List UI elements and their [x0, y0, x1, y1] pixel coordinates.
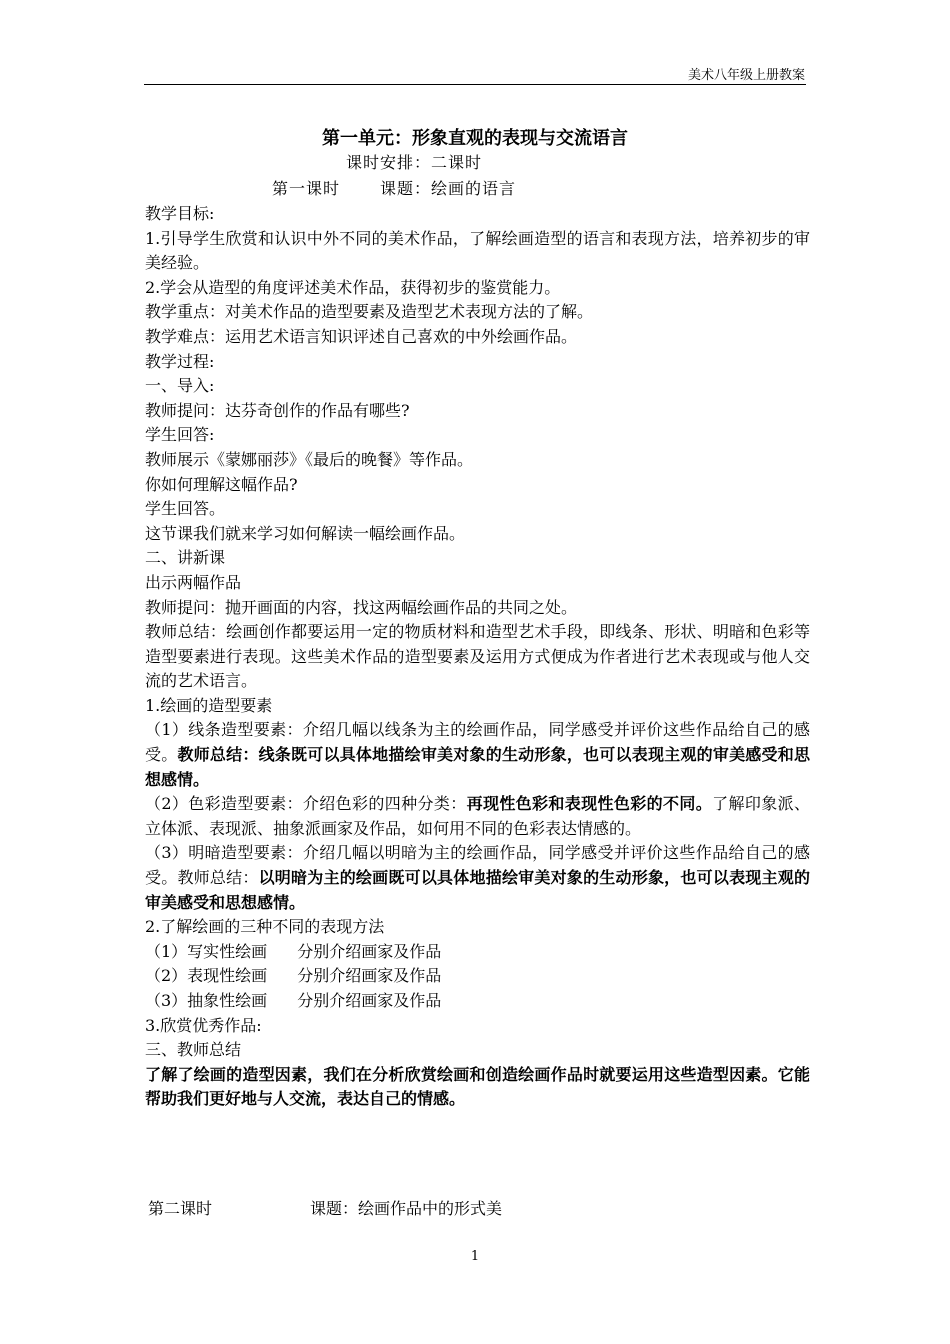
method-row [145, 964, 810, 989]
schedule-line: 课时安排：二课时 [346, 153, 483, 172]
method-desc: 分别介绍画家及作品 [297, 991, 442, 1010]
line-element-text: （1）线条造型要素：介绍几幅以线条为主的绘画作品，同学感受并评价这些作品给自己的感受。 [145, 720, 810, 765]
show-two-works: 出示两幅作品 [145, 572, 242, 592]
method-name: （2）表现性绘画 [145, 966, 268, 986]
method-name: （1）写实性绘画 [145, 941, 268, 961]
lesson-two-period: 第二课时 [148, 1199, 213, 1218]
student-answer-2: 学生回答。 [145, 499, 226, 519]
process-heading: 教学过程: [145, 351, 215, 371]
lesson-one-topic: 课题：绘画的语言 [380, 179, 517, 198]
objective-1: 1.引导学生欣赏和认识中外不同的美术作品，了解绘画造型的语言和表现方法，培养初步的审美经验。 [145, 228, 810, 273]
unit-title: 第一单元：形象直观的表现与交流语言 [322, 128, 628, 149]
section-intro: 一、导入: [145, 376, 215, 396]
lesson-one-heading [272, 176, 516, 199]
question-understand: 你如何理解这幅作品? [145, 474, 298, 494]
section-new-lesson: 二、讲新课 [145, 548, 226, 568]
key-point: 教学重点：对美术作品的造型要素及造型艺术表现方法的了解。 [145, 302, 594, 322]
method-row [145, 989, 810, 1014]
light-element-paragraph [145, 841, 810, 915]
lesson-two-topic: 课题：绘画作品中的形式美 [310, 1199, 503, 1218]
objective-2: 2.学会从造型的角度评述美术作品，获得初步的鉴赏能力。 [145, 277, 561, 297]
running-header: 美术八年级上册教案 [687, 68, 805, 83]
final-summary: 了解了绘画的造型因素，我们在分析欣赏绘画和创造绘画作品时就要运用这些造型因素。它能帮助我们更好地与人交流，表达自己的情感。 [145, 1064, 810, 1109]
light-element-text: （3）明暗造型要素：介绍几幅以明暗为主的绘画作品，同学感受并评价这些作品给自己的感受。教师总结： [145, 843, 810, 888]
page-number: 1 [470, 1249, 480, 1264]
method-row [145, 940, 810, 965]
objectives-heading: 教学目标: [145, 204, 215, 223]
line-element-summary: 教师总结：线条既可以具体地描绘审美对象的生动形象，也可以表现主观的审美感受和思想感情。 [145, 745, 810, 789]
subheading-methods: 2.了解绘画的三种不同的表现方法 [145, 917, 385, 937]
color-element-rest: 了解印象派、立体派、表现派、抽象派画家及作品，如何用不同的色彩表达情感的。 [145, 794, 810, 838]
teacher-summary-1: 教师总结：绘画创作都要运用一定的物质材料和造型艺术手段，即线条、形状、明暗和色彩等造型要素进行表现。这些美术作品的造型要素及运用方式便成为作者进行艺术表现或与他人交流的艺术语言。 [145, 622, 810, 691]
color-element-paragraph [145, 792, 810, 841]
color-element-emphasis: 再现性色彩和表现性色彩的不同。 [466, 794, 713, 814]
lesson-two-heading [148, 1196, 502, 1219]
section-summary: 三、教师总结 [145, 1040, 242, 1060]
line-element-paragraph [145, 718, 810, 792]
method-name: （3）抽象性绘画 [145, 991, 268, 1010]
color-element-text: （2）色彩造型要素：介绍色彩的四种分类： [145, 794, 467, 814]
teacher-shows: 教师展示《蒙娜丽莎》《最后的晚餐》等作品。 [145, 449, 474, 469]
lesson-goal-line: 这节课我们就来学习如何解读一幅绘画作品。 [145, 523, 466, 543]
subheading-appreciate: 3.欣赏优秀作品: [145, 1015, 262, 1035]
method-desc: 分别介绍画家及作品 [297, 941, 442, 961]
subheading-elements: 1.绘画的造型要素 [145, 695, 273, 715]
teacher-question-2: 教师提问：抛开画面的内容，找这两幅绘画作品的共同之处。 [145, 597, 578, 617]
lesson-one-period: 第一课时 [272, 179, 341, 198]
difficult-point: 教学难点：运用艺术语言知识评述自己喜欢的中外绘画作品。 [145, 326, 578, 346]
light-element-summary: 以明暗为主的绘画既可以具体地描绘审美对象的生动形象，也可以表现主观的审美感受和思想感情。 [145, 868, 810, 912]
student-answer-1: 学生回答: [145, 425, 215, 445]
method-desc: 分别介绍画家及作品 [297, 966, 442, 986]
teacher-question-1: 教师提问：达芬奇创作的作品有哪些? [145, 400, 410, 420]
header-rule [144, 84, 806, 85]
lesson-body [145, 202, 810, 1112]
